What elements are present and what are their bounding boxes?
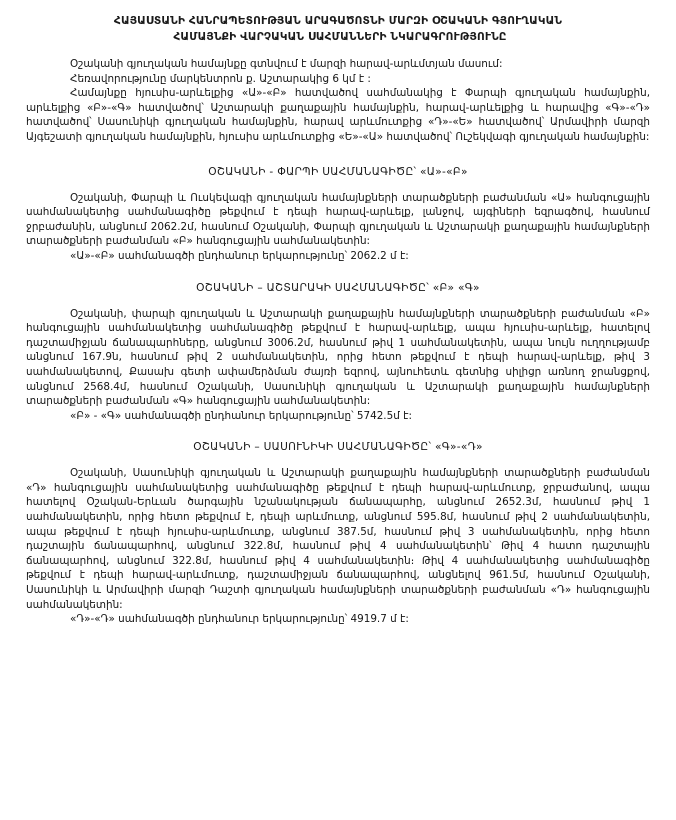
section-heading-b-g: ՕՇԱԿԱՆԻ – ԱՇՏԱՐԱԿԻ ՍԱՀՄԱՆԱԳԻԾԸ՝ «Բ» «Գ» [196, 281, 480, 294]
spacer [26, 145, 650, 165]
page-title-line-2: ՀԱՄԱՅՆՔԻ ՎԱՐՉԱԿԱՆ ՍԱՀՄԱՆՆԵՐԻ ՆԿԱՐԱԳՐՈՒԹՅՈՒՆԸ [173, 30, 507, 43]
section-heading-a-b: ՕՇԱԿԱՆԻ - ՓԱՐՊԻ ՍԱՀՄԱՆԱԳԻԾԸ՝ «Ա»-«Բ» [208, 165, 468, 178]
spacer [26, 296, 650, 307]
section-body-b-g: Օշականի, փարպի գյուղական և Աշտարակի քաղաքային համայնքների տարածքների բաժանման «Բ» հանգուցային սահմանակետից սահմանագիծը թեքվում է հարավ-արևելք, ապա հյուսիս-արևելք, հատելով դաշտամիջյան ճանապարհները, անցնում 3006.2մ, հասնում թիվ 1 սահմանակետին, ապա նույն ուղղությամբ անցնում 167.9ն, հասնում թիվ 2 սահմանակետին, որից հետո թեքվում է դեպի հարավ-արևելք, թիվ 3 սահմանակետով, Քասախ գետի ափամերձման ժայռի եզրով, այնուհետև գետնից սիլիցր առնող ջրանցքով, անցնում 2568.4մ, հասնում Օշականի, Սասունիկի գյուղական և Աշտարակի քաղաքային համայնքների տարածքների բաժանման «Գ» հանգուցային սահմանակետին: [26, 307, 650, 408]
intro-paragraph-3: Համայնքը հյուսիս-արևելքից «Ա»-«Բ» հատվածով սահմանակից է Փարպի գյուղական համայնքին, արևելքից «Բ»-«Գ» հատվածով՝ Աշտարակի քաղաքային համայնքին, հարավ-արևելքից և հարավից «Գ»-«Դ» հատվածով՝ Սասունիկի գյուղական համայնքին, հարավ արևմուտքից «Դ»-«Ե» հատվածով՝ Արմավիրի մարզի Այգեշատի գյուղական համայնքին, հյուսիս արևմուտքից «Ե»-«Ա» հատվածով՝ Ուշեկվագի գյուղական համայնքին: [26, 87, 650, 143]
section-measure-b-g: «Բ» - «Գ» սահմանագծի ընդհանուր երկարությունը՝ 5742.5մ է: [70, 409, 412, 422]
page-title [26, 14, 650, 45]
intro-paragraph-1: Օշականի գյուղական համայնքը գտնվում է մարզի հարավ-արևմտյան մասում: [70, 58, 503, 70]
page-title-line-1: ՀԱՅԱՍՏԱՆԻ ՀԱՆՐԱՊԵՏՈՒԹՅԱՆ ԱՐԱԳԱԾՈՏՆԻ ՄԱՐԶԻ ՕՇԱԿԱՆԻ ԳՅՈՒՂԱԿԱՆ [113, 15, 563, 27]
section-body-a-b: Օշականի, Փարպի և Ուսկեվագի գյուղական համայնքների տարածքների բաժանման «Ա» հանգուցային սահմանակետից սահմանագիծը թեքվում է դեպի հարավ-արևելք, լանջով, այգիների եզրագծով, հասնում ջրբաժանին, անցնում 2062.2մ, հասնում Օշականի, Փարպի գյուղական և Աշտարակի քաղաքային համայնքների տարածքների բաժանման «Բ» հանգուցային սահմանակետին: [26, 191, 650, 248]
section-body-g-d: Օշականի, Սասունիկի գյուղական և Աշտարակի քաղաքային համայնքների տարածքների բաժանման «Դ» հանգուցային սահմանակետից սահմանագիծը թեքվում է դեպի հարավ-արևմուտք, ջրբաժանով, ապա հատելով Օշական-Երևան ծարգային նշանակության ճանապարհը, անցնում 2652.3մ, հասնում թիվ 1 սահմանակետին, որից հետո թեքվում է, դեպի արևմուտք, անցնում 595.8մ, հասնում թիվ 2 սահմանակետին, ապա թեքվում է դեպի հյուսիս-արևմուտք, անցնում 387.5մ, հասնում թիվ 3 սահմանակետին, որից հետո դաշտային ճանապարհով, անցնում 322.8մ, հասնում թիվ 4 սահմանակետին՝ Թիվ 4 հատո դաշտային ճանապարհով, անցնում 322.8մ, հասնում թիվ 4 սահմանակետին։ Թիվ 4 սահմանակետից սահմանագիծը թեքվում է դեպի հարավ-արևմուտք, դաշտամիջյան ճանապարհով, անցնելով 961.5մ, հասնում Օշականի, Սասունիկի և Արմավիրի մարզի Դաշտի գյուղական համայնքների տարածքների բաժանման «Դ» հանգուցային սահմանակետին: [26, 467, 650, 611]
spacer [26, 180, 650, 191]
intro-paragraph-2: Հեռավորությունը մարկենտրոն ք. Աշտարակից 6 կմ է : [70, 72, 371, 85]
section-measure-g-d: «Դ»-«Դ» սահմանագծի ընդհանուր երկարությունը՝ 4919.7 մ է: [70, 613, 409, 626]
spacer [26, 423, 650, 440]
section-measure-a-b: «Ա»-«Բ» սահմանագծի ընդհանուր երկարությունը՝ 2062.2 մ է: [70, 249, 409, 262]
spacer [26, 264, 650, 281]
spacer [26, 455, 650, 466]
section-heading-g-d: ՕՇԱԿԱՆԻ – ՍԱՍՈՒՆԻԿԻ ՍԱՀՄԱՆԱԳԻԾԸ՝ «Գ»-«Դ» [193, 441, 483, 454]
